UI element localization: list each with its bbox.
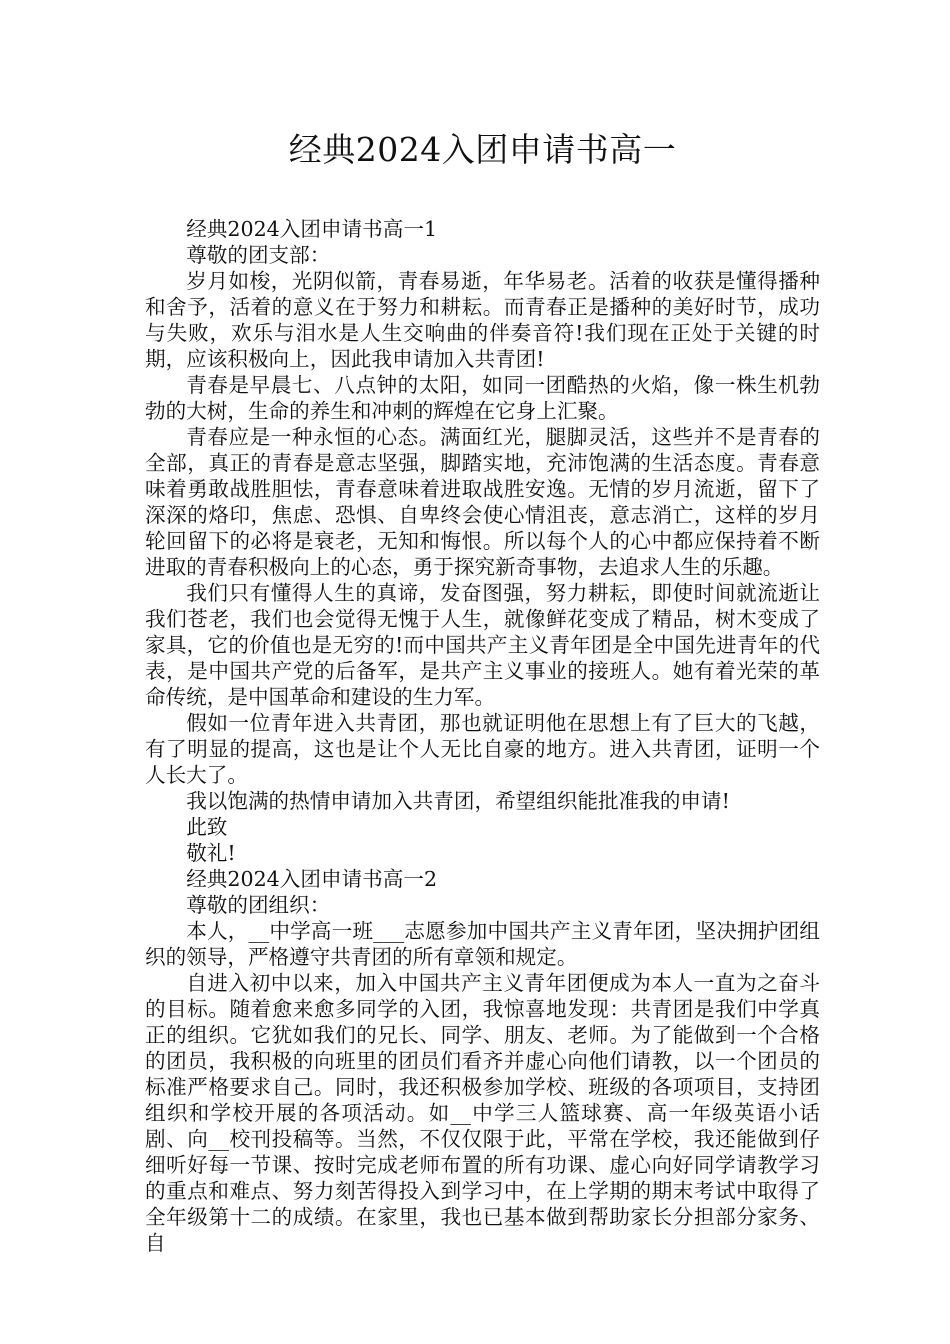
paragraph: 自进入初中以来，加入中国共产主义青年团便成为本人一直为之奋斗的目标。随着愈来愈多同学的入团，我惊喜地发现：共青团是我们中学真正的组织。它犹如我们的兄长、同学、朋友、老师。为了能做到一个合格的团员，我积极的向班里的团员们看齐并虚心向他们请教，以一个团员的标准严格要求自己。同时，我还积极参加学校、班级的各项项目，支持团组织和学校开展的各项活动。如__中学三人篮球赛、高一年级英语小话剧、向__校刊投稿等。当然，不仅仅限于此，平常在学校，我还能做到仔细听好每一节课、按时完成老师布置的所有功课、虚心向好同学请教学习的重点和难点、努力刻苦得投入到学习中，在上学期的期末考试中取得了全年级第十二的成绩。在家里，我也已基本做到帮助家长分担部分家务、自 xyxy=(145,971,820,1255)
section-2 xyxy=(145,866,820,1256)
paragraph: 我们只有懂得人生的真谛，发奋图强，努力耕耘，即使时间就流逝让我们苍老，我们也会觉得无愧于人生，就像鲜花变成了精品，树木变成了家具，它的价值也是无穷的!而中国共产主义青年团是全中国先进青年的代表，是中国共产党的后备军，是共产主义事业的接班人。她有着光荣的革命传统，是中国革命和建设的生力军。 xyxy=(145,581,820,709)
paragraph: 假如一位青年进入共青团，那也就证明他在思想上有了巨大的飞越，有了明显的提高，这也是让个人无比自豪的地方。进入共青团，证明一个人长大了。 xyxy=(145,711,820,787)
paragraph: 青春应是一种永恒的心态。满面红光，腿脚灵活，这些并不是青春的全部，真正的青春是意志坚强，脚踏实地，充沛饱满的生活态度。青春意味着勇敢战胜胆怯，青春意味着进取战胜安逸。无情的岁月流逝，留下了深深的烙印，焦虑、恐惧、自卑终会使心情沮丧，意志消亡，这样的岁月轮回留下的必将是衰老，无知和悔恨。所以每个人的心中都应保持着不断进取的青春积极向上的心态，勇于探究新奇事物，去追求人生的乐趣。 xyxy=(145,425,820,579)
closing-line: 敬礼! xyxy=(186,841,236,865)
section-1 xyxy=(145,216,820,866)
document-page xyxy=(145,128,820,1256)
section-heading: 经典2024入团申请书高一1 xyxy=(186,217,438,241)
salutation: 尊敬的团组织： xyxy=(186,893,331,917)
document-title: 经典2024入团申请书高一 xyxy=(288,130,677,169)
paragraph: 我以饱满的热情申请加入共青团，希望组织能批准我的申请! xyxy=(186,789,730,813)
paragraph: 青春是早晨七、八点钟的太阳，如同一团酷热的火焰，像一株生机勃勃的大树，生命的养生和冲刺的辉煌在它身上汇聚。 xyxy=(145,373,820,423)
paragraph: 本人，__中学高一班___志愿参加中国共产主义青年团，坚决拥护团组织的领导，严格遵守共青团的所有章领和规定。 xyxy=(145,919,820,969)
closing-line: 此致 xyxy=(186,815,228,839)
paragraph: 岁月如梭，光阴似箭，青春易逝，年华易老。活着的收获是懂得播种和舍予，活着的意义在于努力和耕耘。而青春正是播种的美好时节，成功与失败，欢乐与泪水是人生交响曲的伴奏音符!我们现在正处于关键的时期，应该积极向上，因此我申请加入共青团! xyxy=(145,269,820,371)
salutation: 尊敬的团支部： xyxy=(186,243,331,267)
section-heading: 经典2024入团申请书高一2 xyxy=(186,867,438,891)
